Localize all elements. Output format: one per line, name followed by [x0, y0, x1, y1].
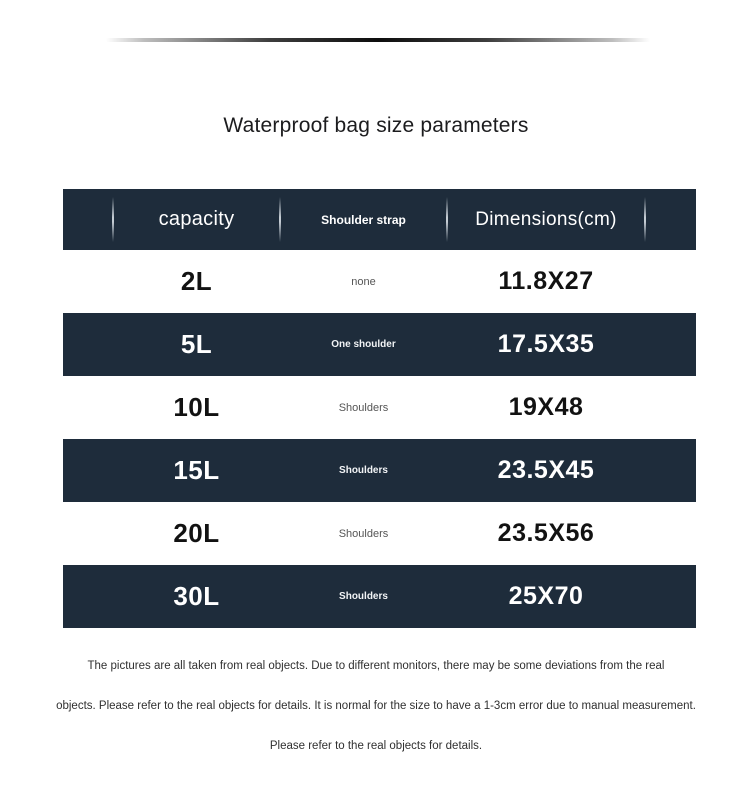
header-cell-shoulder-strap: Shoulder strap [321, 212, 406, 227]
table-row [63, 439, 696, 502]
cell-shoulder-strap: Shoulders [338, 527, 389, 540]
table-row [63, 565, 696, 628]
table-row [63, 313, 696, 376]
cell-dimensions: 11.8X27 [498, 267, 594, 295]
top-divider-line [106, 38, 650, 42]
cell-shoulder-strap: Shoulders [338, 401, 389, 414]
cell-shoulder-strap: One shoulder [331, 339, 396, 350]
footer-disclaimer-line: Please refer to the real objects for details. [269, 740, 483, 752]
cell-dimensions: 25X70 [508, 582, 584, 610]
header-cell-dimensions: Dimensions(cm) [475, 208, 617, 230]
table-header-row [63, 189, 696, 250]
footer-disclaimer-line: objects. Please refer to the real objects for details. It is normal for the size to have a 1-3cm error due to manual measurement. [56, 700, 696, 712]
header-divider-line [446, 197, 448, 242]
table-row [63, 376, 696, 439]
header-divider-line [112, 197, 114, 242]
footer-disclaimer-line: The pictures are all taken from real objects. Due to different monitors, there may be some deviations from the real [87, 660, 665, 672]
cell-capacity: 15L [173, 455, 220, 485]
table-row [63, 250, 696, 313]
cell-shoulder-strap: Shoulders [339, 591, 388, 602]
cell-capacity: 10L [173, 392, 220, 422]
cell-dimensions: 17.5X35 [497, 330, 595, 358]
cell-capacity: 2L [180, 266, 213, 296]
header-divider-line [644, 197, 646, 242]
page-title: Waterproof bag size parameters [223, 114, 529, 137]
table-row [63, 502, 696, 565]
cell-capacity: 5L [180, 329, 213, 359]
cell-capacity: 20L [173, 518, 220, 548]
footer-disclaimer [0, 658, 752, 778]
cell-dimensions: 23.5X45 [497, 456, 595, 484]
header-cell-capacity: capacity [158, 208, 235, 230]
cell-shoulder-strap: none [351, 275, 376, 288]
cell-dimensions: 23.5X56 [497, 519, 595, 547]
cell-shoulder-strap: Shoulders [339, 465, 388, 476]
size-parameters-table [63, 189, 696, 628]
cell-capacity: 30L [173, 581, 220, 611]
header-divider-line [279, 197, 281, 242]
cell-dimensions: 19X48 [508, 393, 584, 421]
